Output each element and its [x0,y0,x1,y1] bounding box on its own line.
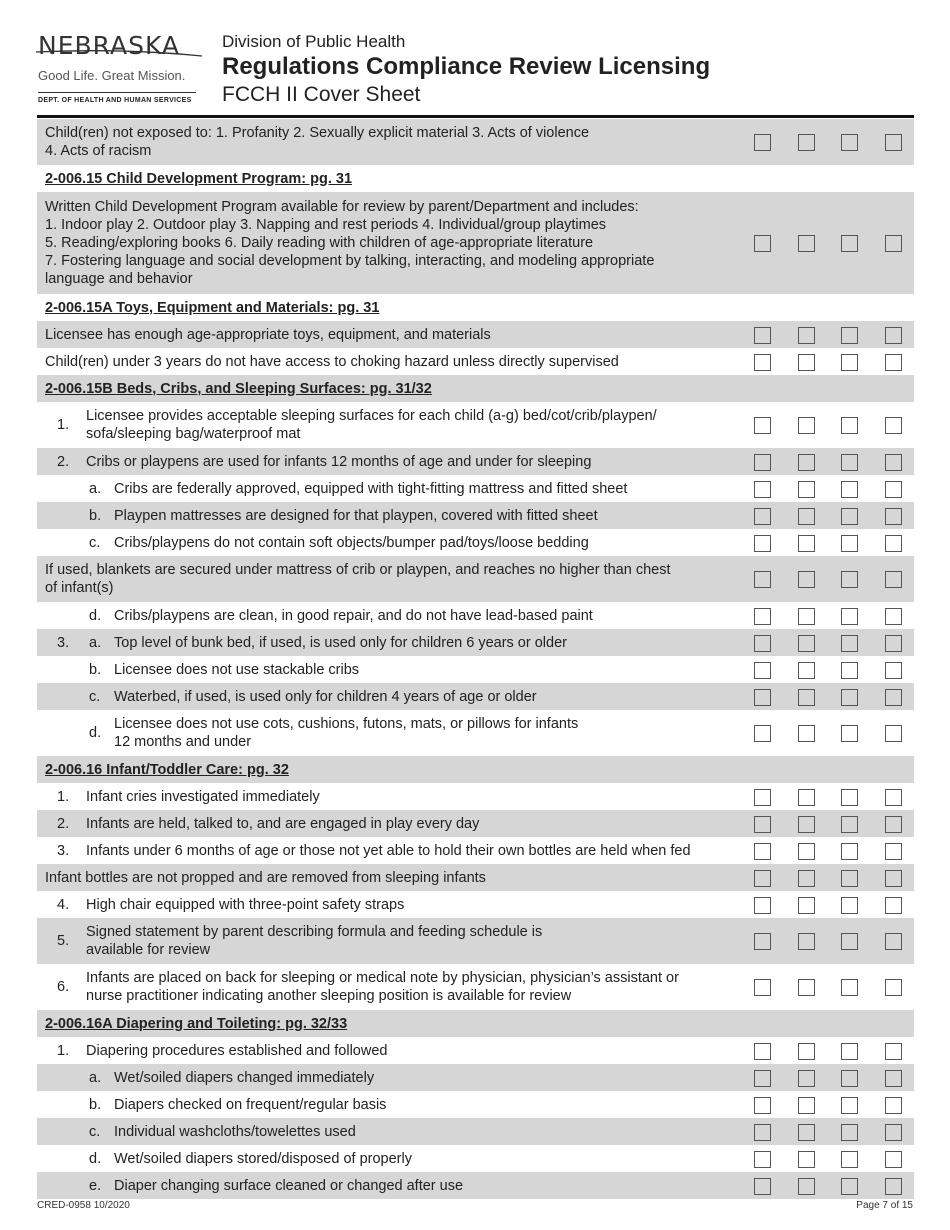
item-text [114,507,598,525]
compliance-checkbox-1[interactable] [754,1070,771,1087]
compliance-checkbox-3[interactable] [841,417,858,434]
compliance-checkbox-2[interactable] [798,1043,815,1060]
compliance-checkbox-3[interactable] [841,454,858,471]
compliance-checkbox-1[interactable] [754,134,771,151]
compliance-checkbox-3[interactable] [841,1070,858,1087]
item-text-line: Individual washcloths/towelettes used [114,1123,356,1140]
checklist-row [37,602,914,629]
item-letter: d. [89,725,102,741]
compliance-checkbox-2[interactable] [798,725,815,742]
item-text-line: nurse practitioner indicating another sleeping position is available for review [86,988,572,1004]
compliance-checkbox-2[interactable] [798,354,815,371]
compliance-checkbox-1[interactable] [754,535,771,552]
checklist-row [37,402,914,448]
item-letter: a. [89,480,102,497]
item-number: 4. [57,896,70,913]
compliance-checkbox-1[interactable] [754,725,771,742]
section-title: 2-006.15A Toys, Equipment and Materials: pg. 31 [45,299,380,316]
item-text [45,869,486,887]
compliance-checkbox-2[interactable] [798,843,815,860]
item-text [114,1123,356,1141]
item-number: 6. [57,979,70,995]
compliance-checkbox-1[interactable] [754,1097,771,1114]
item-text [114,1096,386,1114]
compliance-checkbox-1[interactable] [754,235,771,252]
compliance-checkbox-3[interactable] [841,979,858,996]
checklist-row [37,529,914,556]
compliance-checkbox-3[interactable] [841,897,858,914]
checklist-row [37,192,914,294]
item-text-line: 7. Fostering language and social development by talking, interacting, and modeling appropriate [45,253,655,269]
item-text [45,326,491,344]
section-title: 2-006.16A Diapering and Toileting: pg. 32/33 [45,1015,348,1032]
compliance-checkbox-3[interactable] [841,1097,858,1114]
checklist-row [37,321,914,348]
item-text [86,815,479,833]
item-letter: b. [89,507,102,524]
compliance-checkbox-1[interactable] [754,816,771,833]
checklist-table [37,119,914,1199]
item-text [45,198,654,288]
compliance-checkbox-1[interactable] [754,689,771,706]
compliance-checkbox-1[interactable] [754,933,771,950]
item-text-line: language and behavior [45,271,193,287]
compliance-checkbox-1[interactable] [754,897,771,914]
compliance-checkbox-2[interactable] [798,235,815,252]
compliance-checkbox-3[interactable] [841,354,858,371]
item-text-line: Licensee has enough age-appropriate toys, equipment, and materials [45,326,491,343]
compliance-checkbox-4[interactable] [885,933,902,950]
compliance-checkbox-2[interactable] [798,816,815,833]
item-text-line: 12 months and under [114,734,252,750]
checklist-row [37,448,914,475]
item-text-line: Diapering procedures established and followed [86,1042,388,1059]
item-letter: b. [89,661,102,678]
item-text-line: Playpen mattresses are designed for that playpen, covered with fitted sheet [114,507,598,524]
item-text-line: If used, blankets are secured under mattress of crib or playpen, and reaches no higher than chest [45,562,671,578]
compliance-checkbox-3[interactable] [841,870,858,887]
page-number: Page 7 of 15 [856,1200,913,1211]
checklist-row [37,1091,914,1118]
item-text-line: Licensee provides acceptable sleeping surfaces for each child (a-g) bed/cot/crib/playpen/ [86,408,657,424]
logo-divider [38,92,196,93]
item-text [86,923,542,959]
item-text [86,896,404,914]
compliance-checkbox-1[interactable] [754,662,771,679]
item-text-line: Diapers checked on frequent/regular basis [114,1096,387,1113]
item-number: 3. [57,634,70,651]
compliance-checkbox-2[interactable] [798,571,815,588]
item-letter: a. [89,634,102,651]
checklist-row [37,656,914,683]
checklist-row [37,783,914,810]
logo-department: DEPT. OF HEALTH AND HUMAN SERVICES [38,97,192,104]
form-id: CRED-0958 10/2020 [37,1200,130,1211]
item-letter: e. [89,1177,102,1194]
checklist-row [37,475,914,502]
compliance-checkbox-2[interactable] [798,979,815,996]
compliance-checkbox-2[interactable] [798,789,815,806]
compliance-checkbox-1[interactable] [754,481,771,498]
compliance-checkbox-4[interactable] [885,979,902,996]
compliance-checkbox-4[interactable] [885,354,902,371]
compliance-checkbox-4[interactable] [885,1043,902,1060]
compliance-checkbox-3[interactable] [841,1151,858,1168]
item-text-line: Licensee does not use cots, cushions, futons, mats, or pillows for infants [114,716,579,732]
checklist-row [37,1145,914,1172]
compliance-checkbox-4[interactable] [885,725,902,742]
page-header [0,0,950,118]
item-text [114,661,359,679]
item-text-line: Child(ren) under 3 years do not have access to choking hazard unless directly supervised [45,353,619,370]
compliance-checkbox-1[interactable] [754,870,771,887]
section-title: 2-006.15B Beds, Cribs, and Sleeping Surfaces: pg. 31/32 [45,380,432,397]
item-text [86,842,691,860]
title-block [222,32,710,108]
compliance-checkbox-3[interactable] [841,508,858,525]
checklist-row [37,502,914,529]
logo-wordmark [38,32,200,60]
compliance-checkbox-2[interactable] [798,454,815,471]
compliance-checkbox-3[interactable] [841,235,858,252]
compliance-checkbox-4[interactable] [885,571,902,588]
item-text [86,969,679,1005]
item-text-line: 5. Reading/exploring books 6. Daily reading with children of age-appropriate literature [45,235,594,251]
compliance-checkbox-2[interactable] [798,870,815,887]
division-title: Division of Public Health [222,32,406,51]
compliance-checkbox-4[interactable] [885,689,902,706]
logo-tagline: Good Life. Great Mission. [38,68,186,83]
compliance-checkbox-2[interactable] [798,1070,815,1087]
item-letter: d. [89,1150,102,1167]
item-text-line: of infant(s) [45,580,114,596]
checklist-row [37,964,914,1010]
item-text-line: Child(ren) not exposed to: 1. Profanity 2. Sexually explicit material 3. Acts of violence [45,125,590,141]
compliance-checkbox-3[interactable] [841,635,858,652]
section-header [37,756,914,783]
compliance-checkbox-3[interactable] [841,725,858,742]
compliance-checkbox-1[interactable] [754,608,771,625]
item-text-line: Wet/soiled diapers stored/disposed of properly [114,1150,412,1167]
item-text-line: Written Child Development Program available for review by parent/Department and includes: [45,199,639,215]
compliance-checkbox-1[interactable] [754,508,771,525]
page-subtitle: FCCH II Cover Sheet [222,83,421,106]
checklist-row [37,1037,914,1064]
checklist-row [37,810,914,837]
header-divider [37,115,914,118]
item-text-line: available for review [86,942,211,958]
compliance-checkbox-4[interactable] [885,535,902,552]
compliance-checkbox-3[interactable] [841,481,858,498]
compliance-checkbox-3[interactable] [841,843,858,860]
item-text [114,715,578,751]
item-text [86,1042,387,1060]
item-text [114,607,593,625]
compliance-checkbox-3[interactable] [841,1043,858,1060]
compliance-checkbox-4[interactable] [885,235,902,252]
dhhs-logo [38,32,200,104]
compliance-checkbox-1[interactable] [754,979,771,996]
section-header [37,294,914,321]
compliance-checkbox-3[interactable] [841,816,858,833]
checklist-row [37,891,914,918]
item-text-line: Infants are placed on back for sleeping or medical note by physician, physician’s assistant or [86,970,679,986]
compliance-checkbox-3[interactable] [841,535,858,552]
compliance-checkbox-3[interactable] [841,662,858,679]
compliance-checkbox-4[interactable] [885,608,902,625]
compliance-checkbox-2[interactable] [798,481,815,498]
item-letter: d. [89,607,102,624]
compliance-checkbox-1[interactable] [754,1178,771,1195]
checklist-row [37,1172,914,1199]
compliance-checkbox-3[interactable] [841,571,858,588]
checklist-row [37,918,914,964]
compliance-checkbox-1[interactable] [754,354,771,371]
item-text-line: Top level of bunk bed, if used, is used only for children 6 years or older [114,634,567,651]
item-text-line: Signed statement by parent describing formula and feeding schedule is [86,924,543,940]
compliance-checkbox-2[interactable] [798,933,815,950]
item-number: 5. [57,933,70,949]
compliance-checkbox-2[interactable] [798,635,815,652]
checklist-row [37,837,914,864]
compliance-checkbox-1[interactable] [754,1043,771,1060]
compliance-checkbox-3[interactable] [841,608,858,625]
item-text-line: Infants are held, talked to, and are engaged in play every day [86,815,480,832]
compliance-checkbox-1[interactable] [754,843,771,860]
item-number: 2. [57,453,70,470]
compliance-checkbox-4[interactable] [885,1178,902,1195]
item-letter: c. [89,1123,101,1140]
item-text-line: Wet/soiled diapers changed immediately [114,1069,375,1086]
compliance-checkbox-3[interactable] [841,1124,858,1141]
compliance-checkbox-2[interactable] [798,897,815,914]
checklist-row [37,1064,914,1091]
item-text-line: Diaper changing surface cleaned or changed after use [114,1177,464,1194]
compliance-checkbox-2[interactable] [798,535,815,552]
compliance-checkbox-2[interactable] [798,1097,815,1114]
compliance-checkbox-3[interactable] [841,933,858,950]
compliance-checkbox-4[interactable] [885,481,902,498]
item-text [114,634,567,652]
checklist-row [37,864,914,891]
compliance-checkbox-1[interactable] [754,454,771,471]
page-title: Regulations Compliance Review Licensing [222,53,711,80]
compliance-checkbox-4[interactable] [885,662,902,679]
item-text [86,788,320,806]
compliance-checkbox-2[interactable] [798,1124,815,1141]
logo-swash-icon [36,50,204,60]
compliance-checkbox-4[interactable] [885,635,902,652]
item-number: 2. [57,815,70,832]
item-number: 1. [57,417,70,433]
section-title: 2-006.15 Child Development Program: pg. 31 [45,170,353,187]
compliance-checkbox-1[interactable] [754,635,771,652]
compliance-checkbox-2[interactable] [798,134,815,151]
item-text [45,353,619,371]
item-text [114,1150,412,1168]
item-number: 1. [57,788,70,805]
item-text [45,124,589,160]
compliance-checkbox-2[interactable] [798,689,815,706]
item-text-line: High chair equipped with three-point safety straps [86,896,405,913]
item-text [114,534,589,552]
compliance-checkbox-1[interactable] [754,789,771,806]
item-letter: a. [89,1069,102,1086]
compliance-checkbox-4[interactable] [885,789,902,806]
compliance-checkbox-1[interactable] [754,1151,771,1168]
compliance-checkbox-2[interactable] [798,608,815,625]
item-text [114,688,537,706]
item-letter: b. [89,1096,102,1113]
compliance-checkbox-4[interactable] [885,1070,902,1087]
item-text-line: Cribs or playpens are used for infants 12 months of age and under for sleeping [86,453,592,470]
checklist-row [37,348,914,375]
compliance-checkbox-4[interactable] [885,327,902,344]
compliance-checkbox-4[interactable] [885,417,902,434]
checklist-row [37,683,914,710]
compliance-checkbox-4[interactable] [885,1097,902,1114]
checklist-row [37,1118,914,1145]
compliance-checkbox-4[interactable] [885,508,902,525]
item-text-line: 4. Acts of racism [45,143,152,159]
checklist-row [37,119,914,165]
compliance-checkbox-3[interactable] [841,789,858,806]
compliance-checkbox-1[interactable] [754,1124,771,1141]
item-letter: c. [89,688,101,705]
compliance-checkbox-3[interactable] [841,689,858,706]
item-text-line: sofa/sleeping bag/waterproof mat [86,426,301,442]
checklist-row [37,710,914,756]
compliance-checkbox-2[interactable] [798,508,815,525]
checklist-row [37,629,914,656]
compliance-checkbox-1[interactable] [754,571,771,588]
item-letter: c. [89,534,101,551]
item-text-line: Waterbed, if used, is used only for children 4 years of age or older [114,688,537,705]
item-text-line: 1. Indoor play 2. Outdoor play 3. Napping and rest periods 4. Individual/group playtimes [45,217,607,233]
compliance-checkbox-2[interactable] [798,417,815,434]
item-text-line: Infant bottles are not propped and are removed from sleeping infants [45,869,486,886]
item-text-line: Cribs are federally approved, equipped with tight-fitting mattress and fitted sheet [114,480,628,497]
item-text [86,453,591,471]
item-text-line: Licensee does not use stackable cribs [114,661,360,678]
compliance-checkbox-4[interactable] [885,454,902,471]
compliance-checkbox-4[interactable] [885,843,902,860]
item-text [114,1069,374,1087]
section-title: 2-006.16 Infant/Toddler Care: pg. 32 [45,761,289,778]
compliance-checkbox-4[interactable] [885,816,902,833]
compliance-checkbox-4[interactable] [885,1151,902,1168]
compliance-checkbox-3[interactable] [841,134,858,151]
compliance-checkbox-4[interactable] [885,1124,902,1141]
compliance-checkbox-4[interactable] [885,897,902,914]
item-text [114,480,627,498]
item-text-line: Infants under 6 months of age or those not yet able to hold their own bottles are held when fed [86,842,691,859]
item-text [114,1177,463,1195]
compliance-checkbox-2[interactable] [798,1178,815,1195]
item-text-line: Cribs/playpens are clean, in good repair, and do not have lead-based paint [114,607,593,624]
compliance-checkbox-2[interactable] [798,327,815,344]
compliance-checkbox-2[interactable] [798,662,815,679]
section-header [37,165,914,192]
compliance-checkbox-2[interactable] [798,1151,815,1168]
section-header [37,1010,914,1037]
item-text-line: Cribs/playpens do not contain soft objects/bumper pad/toys/loose bedding [114,534,589,551]
compliance-checkbox-1[interactable] [754,327,771,344]
compliance-checkbox-4[interactable] [885,134,902,151]
item-text [45,561,670,597]
compliance-checkbox-1[interactable] [754,417,771,434]
logo-word-text: NEBRASKA [38,31,181,60]
compliance-checkbox-3[interactable] [841,327,858,344]
item-number: 1. [57,1042,70,1059]
item-number: 3. [57,842,70,859]
item-text [86,407,657,443]
compliance-checkbox-3[interactable] [841,1178,858,1195]
item-text-line: Infant cries investigated immediately [86,788,320,805]
section-header [37,375,914,402]
compliance-checkbox-4[interactable] [885,870,902,887]
checklist-row [37,556,914,602]
